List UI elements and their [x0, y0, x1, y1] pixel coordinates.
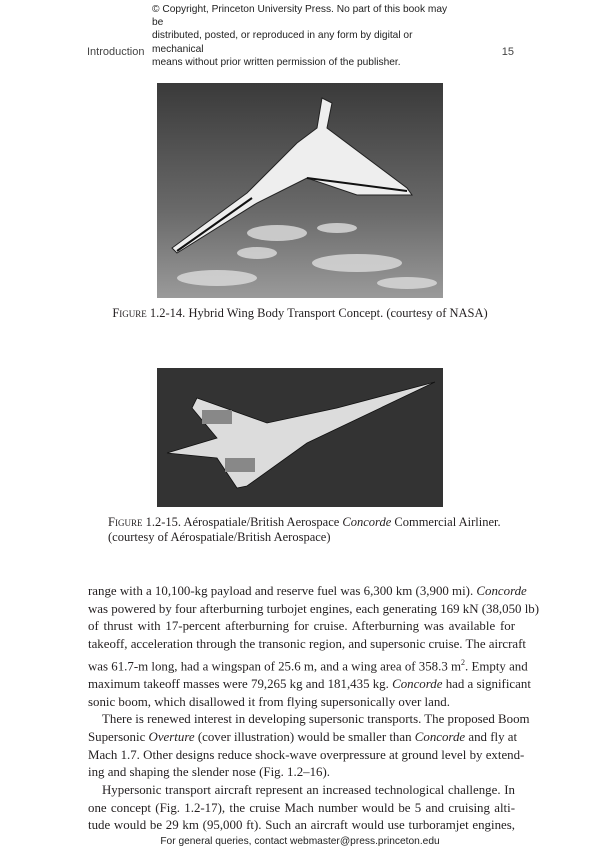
- text-line: sonic boom, which disallowed it from flying supersonically over land.: [88, 694, 450, 709]
- text-line: tude would be 29 km (95,000 ft). Such an aircraft would use turboramjet engines,: [88, 818, 515, 833]
- footer-contact: For general queries, contact webmaster@press.princeton.edu: [160, 836, 440, 847]
- text-line: one concept (Fig. 1.2-17), the cruise Mach number would be 5 and cruising alti-: [88, 800, 515, 815]
- copyright-line: distributed, posted, or reproduced in any form by digital or mechanical: [152, 30, 413, 55]
- concorde-photo: [157, 368, 443, 507]
- figure-label: Figure 1.2-14.: [112, 306, 186, 320]
- text-line: range with a 10,100-kg payload and reserve fuel was 6,300 km (3,900 mi). Concorde: [88, 584, 527, 598]
- page-number: 15: [501, 46, 514, 58]
- copyright-notice: [152, 3, 452, 69]
- figure-caption-2: [108, 515, 528, 545]
- copyright-line: means without prior written permission of the publisher.: [152, 56, 401, 68]
- caption-credit: (courtesy of Aérospatiale/British Aerospace): [108, 530, 331, 544]
- text-line: was 61.7-m long, had a wingspan of 25.6 m, and a wing area of 358.3 $m^2$. Empty and: [88, 657, 528, 674]
- hybrid-wing-body-photo: [157, 83, 443, 298]
- running-head: Introduction: [87, 46, 145, 58]
- body-text: [88, 583, 540, 835]
- text-line: takeoff, acceleration through the transonic region, and supersonic cruise. The aircraft: [88, 637, 526, 652]
- caption-text: Commercial Airliner.: [394, 515, 501, 529]
- figure-label: Figure 1.2-15.: [108, 515, 181, 529]
- text-line: Supersonic Overture (cover illustration) would be smaller than Concorde and fly at: [88, 729, 518, 744]
- caption-italic: Concorde: [342, 515, 392, 529]
- text-line: Mach 1.7. Other designs reduce shock-wave overpressure at ground level by extend-: [88, 747, 525, 762]
- text-line: ing and shaping the slender nose (Fig. 1.2–16).: [88, 765, 331, 780]
- caption-text: Hybrid Wing Body Transport Concept. (courtesy of NASA): [188, 306, 488, 320]
- text-line: There is renewed interest in developing supersonic transports. The proposed Boom: [102, 712, 530, 727]
- text-line: Hypersonic transport aircraft represent an increased technological challenge. In: [102, 783, 515, 798]
- text-line: was powered by four afterburning turbojet engines, each generating 169 kN (38,050 lb): [88, 601, 540, 616]
- figure-caption-1: [0, 306, 600, 321]
- caption-text: Aérospatiale/British Aerospace: [183, 515, 340, 529]
- copyright-line: © Copyright, Princeton University Press. No part of this book may be: [152, 4, 448, 29]
- text-line: maximum takeoff masses were 79,265 kg and 181,435 kg. Concorde had a significant: [88, 676, 531, 691]
- text-line: of thrust with 17-percent afterburning for cruise. Afterburning was available for: [88, 619, 515, 634]
